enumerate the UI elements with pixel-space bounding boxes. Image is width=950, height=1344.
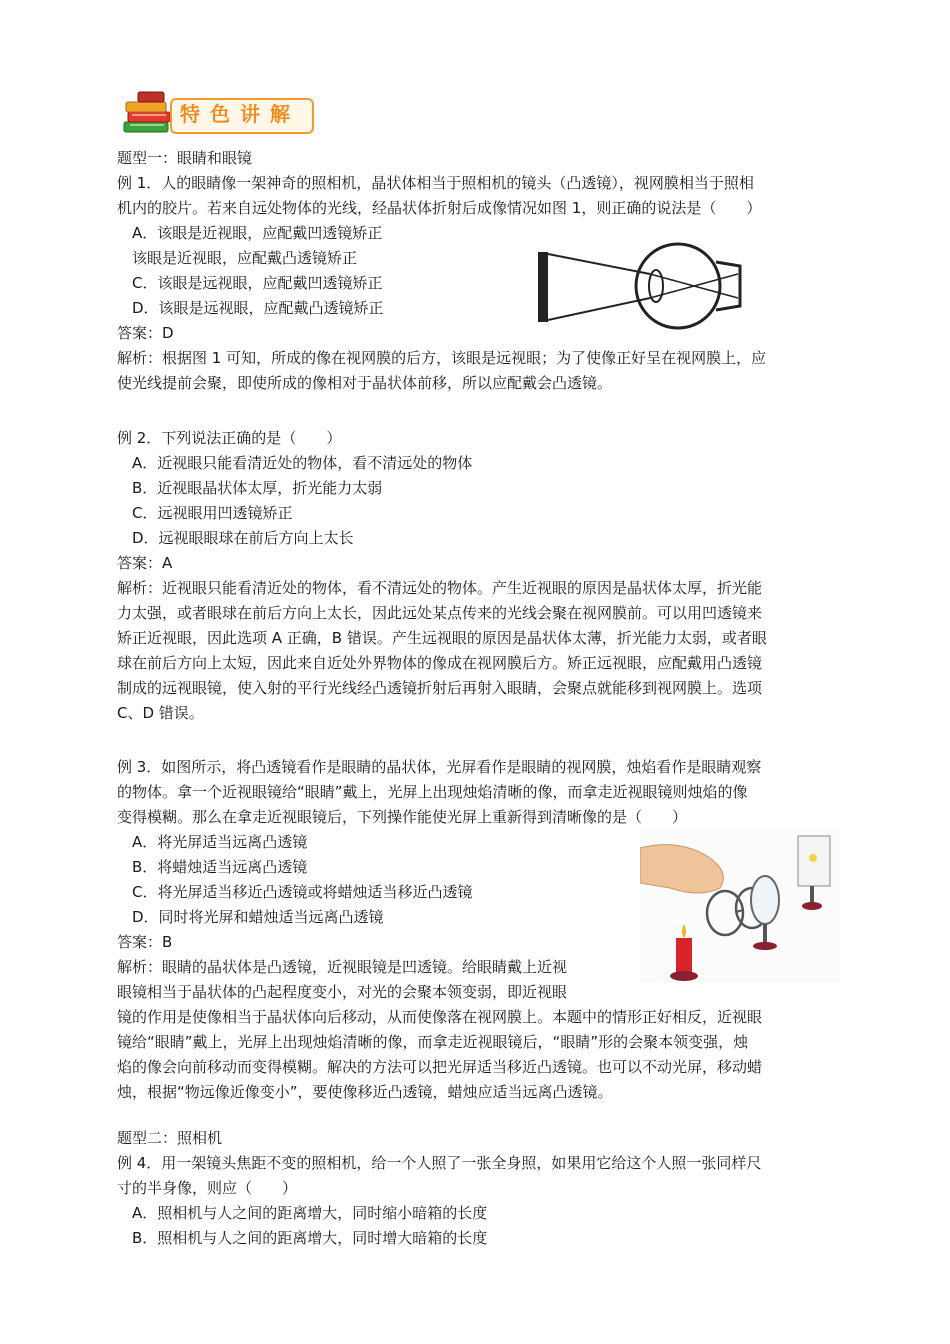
question-stem: 变得模糊。那么在拿走近视眼镜后，下列操作能使光屏上重新得到清晰像的是（ ） [117,808,688,826]
analysis: 眼镜相当于晶状体的凸起程度变小，对光的会聚本领变弱，即近视眼 [117,983,568,1001]
question-stem: 的物体。拿一个近视眼镜给“眼睛”戴上，光屏上出现烛焰清晰的像，而拿走近视眼镜则烛焰的像 [117,783,748,801]
question-stem: 例 4．用一架镜头焦距不变的照相机，给一个人照了一张全身照，如果用它给这个人照一张同样尺 [117,1154,762,1172]
analysis: 使光线提前会聚，即使所成的像相对于晶状体前移，所以应配戴会凸透镜。 [117,374,613,392]
option-c: C．将光屏适当移近凸透镜或将蜡烛适当移近凸透镜 [132,883,473,901]
section-heading: 题型一：眼睛和眼镜 [117,149,253,167]
analysis: 焰的像会向前移动而变得模糊。解决的方法可以把光屏适当移近凸透镜。也可以不动光屏，移动蜡 [117,1058,763,1076]
answer: 答案：D [117,324,174,342]
analysis: 球在前后方向上太短，因此来自近处外界物体的像成在视网膜后方。矫正远视眼，应配戴用凸透镜 [117,654,763,672]
section-banner [120,90,320,138]
question-stem: 寸的半身像，则应（ ） [117,1179,298,1197]
analysis: 解析：根据图 1 可知，所成的像在视网膜的后方，该眼是远视眼；为了使像正好呈在视网膜上，应 [117,349,767,367]
analysis: 矫正近视眼，因此选项 A 正确，B 错误。产生远视眼的原因是晶状体太薄，折光能力太弱，或者眼 [117,629,767,647]
analysis: C、D 错误。 [117,704,204,722]
analysis: 烛，根据“物远像近像变小”，要使像移近凸透镜，蜡烛应适当远离凸透镜。 [117,1083,613,1101]
question-stem: 例 3．如图所示，将凸透镜看作是眼睛的晶状体，光屏看作是眼睛的视网膜，烛焰看作是眼睛观察 [117,758,762,776]
answer: 答案：B [117,933,173,951]
option-d: D．远视眼眼球在前后方向上太长 [132,529,354,547]
option-a: A．近视眼只能看清近处的物体，看不清远处的物体 [132,454,473,472]
optics-experiment-illustration [640,828,840,983]
answer: 答案：A [117,554,173,572]
analysis: 镜的作用是使像相当于晶状体向后移动，从而使像落在视网膜上。本题中的情形正好相反，近视眼 [117,1008,763,1026]
option-a: A．将光屏适当远离凸透镜 [132,833,308,851]
banner-title: 特色讲解 [180,102,300,126]
eye-diagram [530,240,755,332]
analysis: 制成的远视眼镜，使入射的平行光线经凸透镜折射后再射入眼睛，会聚点就能移到视网膜上。选项 [117,679,763,697]
option-d: D．该眼是远视眼，应配戴凸透镜矫正 [132,299,384,317]
question-stem: 机内的胶片。若来自远处物体的光线，经晶状体折射后成像情况如图 1，则正确的说法是（ ） [117,199,762,217]
option-c: C．该眼是远视眼，应配戴凹透镜矫正 [132,274,383,292]
question-stem: 例 2．下列说法正确的是（ ） [117,429,342,447]
analysis: 力太强，或者眼球在前后方向上太长，因此远处某点传来的光线会聚在视网膜前。可以用凹透镜来 [117,604,763,622]
analysis: 解析：近视眼只能看清近处的物体，看不清远处的物体。产生近视眼的原因是晶状体太厚，折光能 [117,579,763,597]
section-heading: 题型二：照相机 [117,1129,223,1147]
option-b: B．近视眼晶状体太厚，折光能力太弱 [132,479,383,497]
option-c: C．远视眼用凹透镜矫正 [132,504,293,522]
option-b: 该眼是近视眼，应配戴凸透镜矫正 [132,249,358,267]
analysis: 解析：眼睛的晶状体是凸透镜，近视眼镜是凹透镜。给眼睛戴上近视 [117,958,568,976]
option-b: B．将蜡烛适当远离凸透镜 [132,858,308,876]
option-d: D．同时将光屏和蜡烛适当远离凸透镜 [132,908,384,926]
question-stem: 例 1．人的眼睛像一架神奇的照相机，晶状体相当于照相机的镜头（凸透镜），视网膜相当于照相 [117,174,754,192]
option-a: A．照相机与人之间的距离增大，同时缩小暗箱的长度 [132,1204,488,1222]
option-b: B．照相机与人之间的距离增大，同时增大暗箱的长度 [132,1229,488,1247]
option-a: A．该眼是近视眼，应配戴凹透镜矫正 [132,224,383,242]
analysis: 镜给“眼睛”戴上，光屏上出现烛焰清晰的像，而拿走近视眼镜后，“眼睛”形的会聚本领变强，烛 [117,1033,749,1051]
